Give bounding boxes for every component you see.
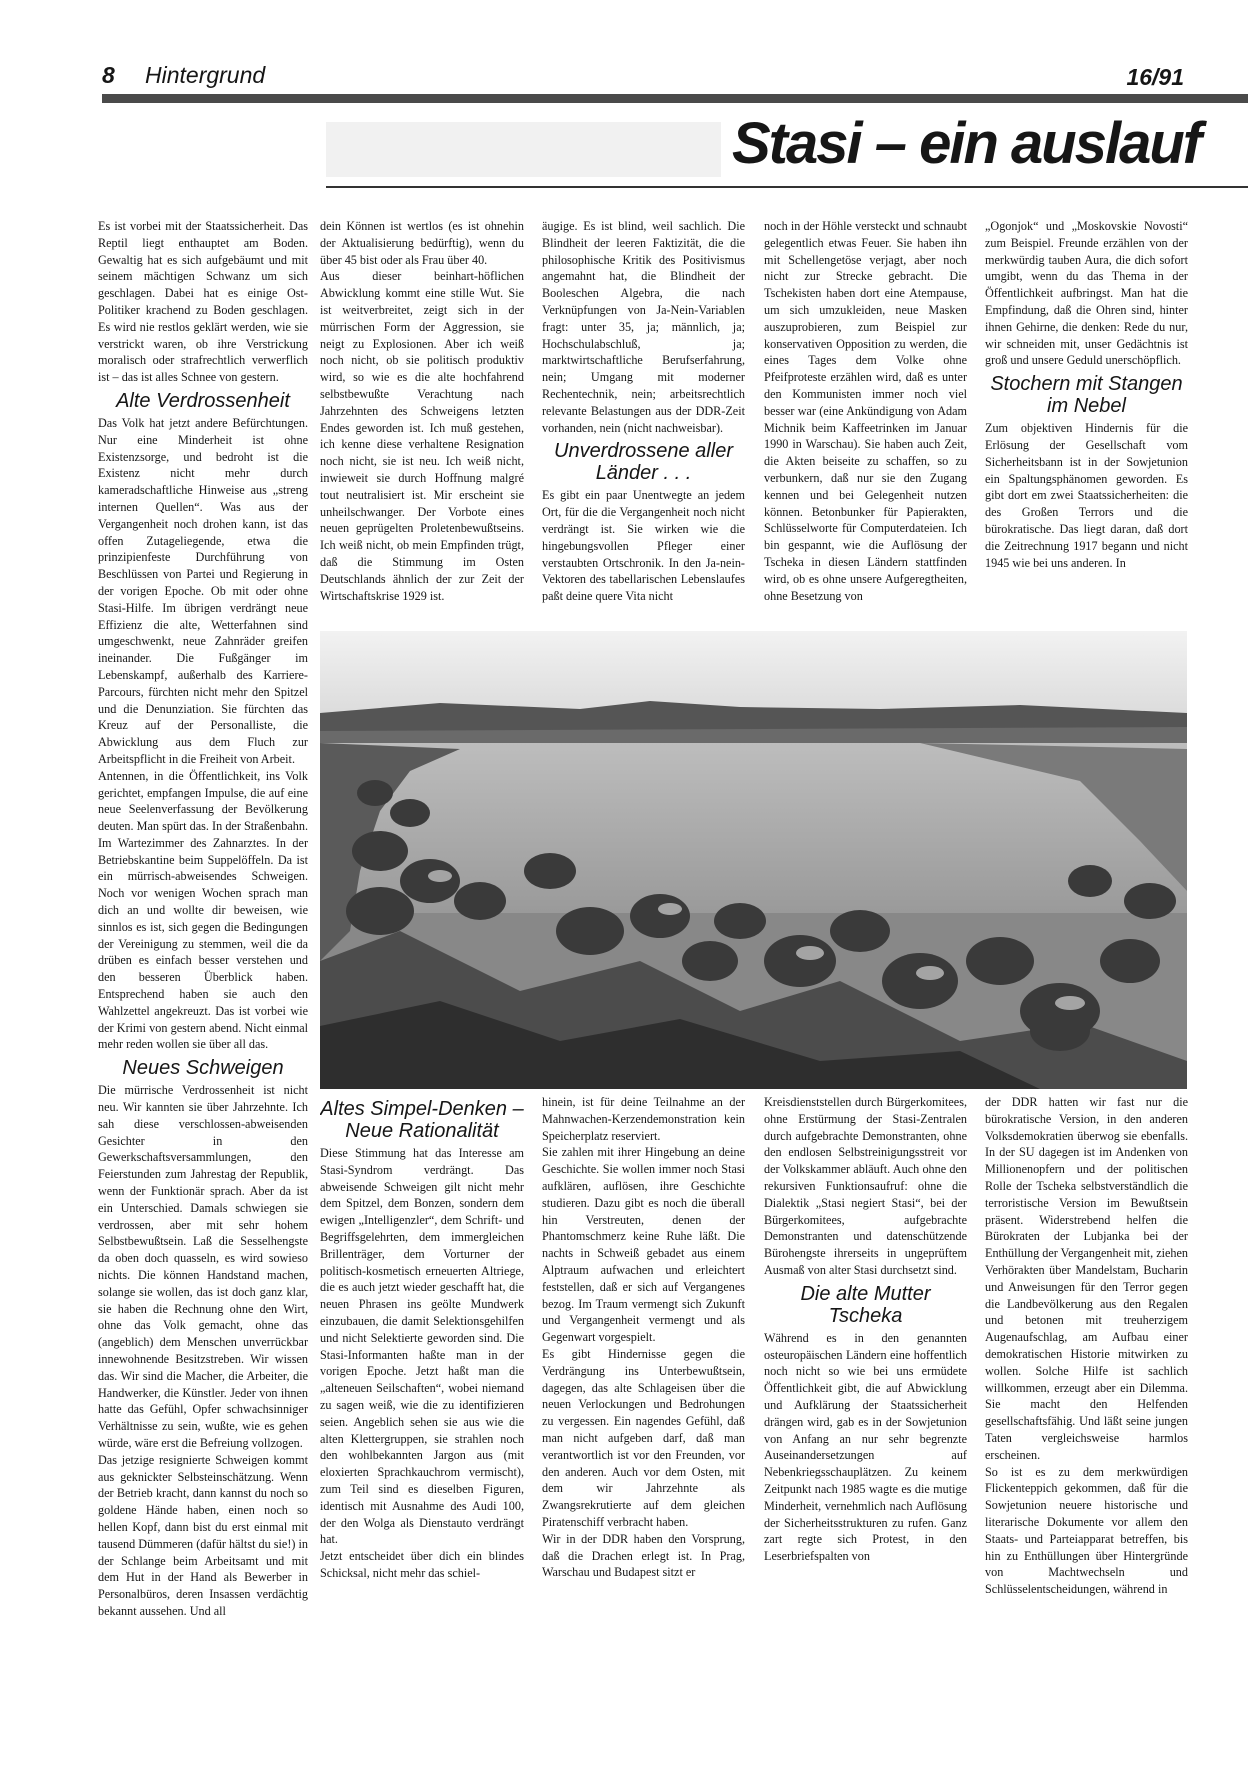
article-photo	[320, 631, 1187, 1089]
paragraph: noch in der Höhle versteckt und schnaubt gelegentlich etwas Feuer. Sie haben ihn mit Schellengetöse verjagt, aber noch nicht zur Strecke gebracht. Die Tschekisten haben dort eine Atempause, um sich umzukleiden, neue Masken auszuprobieren, zum Beispiel zur konservativen Opposition zu werden, die eines Tages dem Volke ohne Pfeifproteste erzählen wird, daß es unter den Kommunisten immer noch viel besser war (eine Ankündigung von Adam Michnik beim Kaffeetrinken im Januar 1990 in Warschau). Sie haben auch Zeit, die Akten beiseite zu schaffen, so zu verbunkern, daß nur sie den Zugang kennen und bei Gelegenheit nutzen können. Betonbunker für Papierakten, Schlüsselworte für Computerdateien. Ich bin gespannt, wie die Auflösung der Tscheka in diesen Ländern stattfinden wird, ob es ohne unsere Aufgeregtheiten, ohne Besetzung von	[764, 219, 967, 603]
paragraph: dein Können ist wertlos (es ist ohnehin der Aktualisierung bedürftig), wenn du über 45 bist oder als Frau über 40.	[320, 219, 524, 267]
paragraph: Das Volk hat jetzt andere Befürchtungen. Nur eine Minderheit ist ohne Existenzsorge, und bedroht ist die Existenz nicht mehr durch kameradschaftliche Hinweise aus „streng internen Quellen“. Was aus der Vergangenheit noch drohen kann, ist das offen Zutageliegende, etwa die prinzipienfeste Durchführung von Beschlüssen von Partei und Regierung in der vorigen Epoche. Ob mit oder ohne Stasi-Hilfe. Im übrigen verdrängt neue Effizienz die alte, Wetterfahnen sind umgeschwenkt, neue Zahnräder greifen ineinander. Die Fußgänger im Lebenskampf, außerhalb des Karriere-Parcours, fürchten nicht mehr den Spitzel und die Denunziation. Sie fürchten das Kreuz auf der Personalliste, die Abwicklung aus dem Fluch zur Arbeitspflicht in die Freiheit von Arbeit.	[98, 415, 308, 766]
paragraph: hinein, ist für deine Teilnahme an der Mahnwachen-Kerzendemonstration kein Speicherplatz reserviert.	[542, 1095, 745, 1143]
paragraph: Wir in der DDR haben den Vorsprung, daß die Drachen erlegt ist. In Prag, Warschau und Budapest sitzt er	[542, 1531, 745, 1580]
paragraph: äugige. Es ist blind, weil sachlich. Die Blindheit der leeren Faktizität, die die philosophische Kritik des Positivismus angemahnt hat, die Blindheit der Booleschen Algebra, die nach Verknüpfungen von Ja-Nein-Variablen fragt: unter 35, ja; männlich, ja; Hochschulabschluß, ja; marktwirtschaftliche Berufserfahrung, nein; Umgang mit moderner Rechentechnik, nein; arbeitsrechtlich relevante Belastungen aus der DDR-Zeit vorhanden, nein (nicht nachweisbar).	[542, 219, 745, 435]
header-issue: 16/91	[1126, 64, 1184, 90]
paragraph: Die mürrische Verdrossenheit ist nicht neu. Wir kannten sie über Jahrzehnte. Ich sah diese verschlossen-abweisenden Gesichter in den Gewerkschaftsversammlungen, den Feierstunden zum Jahrestag der Republik, wenn der Funktionär sprach. Aber da ist ein Unterschied. Damals schwiegen sie verdrossen, aber mit sehr hohem Selbstbewußtsein. Laß die Sesselhengste da oben doch quasseln, es wird sowieso nichts. Die können Handstand machen, solange sie wollen, das ist doch ganz klar, sie haben die Rechnung ohne den Wirt, ohne das Volk gemacht, ohne das (angeblich) dem Menschen unverrückbar innewohnende Besitzstreben. Wir wissen das. Wir sind die Macher, die Arbeiter, die Handwerker, die Künstler. Jeder von ihnen hatte das Gefühl, Opfer schwachsinniger Verhältnisse zu sein, wußte, wie es gehen würde, wäre erst die Befreiung vollzogen.	[98, 1083, 308, 1450]
paragraph: Es gibt Hindernisse gegen die Verdrängung ins Unterbewußtsein, dagegen, das alte Schlageisen über die neuen Verlockungen und Bedrohungen zu vergessen. Ein nagendes Gefühl, daß man nicht aufgeben darf, daß man verantwortlich ist vor den Freunden, vor den anderen. Auch vor dem Osten, mit dem wir Jahrzehnte als Zwangsrekrutierte auf dem gleichen Piratenschiff verbracht haben.	[542, 1346, 745, 1529]
column-7	[542, 1094, 745, 1684]
paragraph: Es gibt ein paar Unentwegte an jedem Ort, für die die Vergangenheit noch nicht verdrängt ist. Sie wirken wie die hingebungsvollen Pfleger einer verstaubten Ortschronik. In den Ja-nein-Vektoren des tabellarischen Lebenslaufes paßt deine quere Vita nicht	[542, 488, 745, 604]
subheading: Neues Schweigen	[122, 1057, 284, 1080]
column-2	[320, 218, 524, 608]
column-6	[320, 1094, 524, 1684]
column-5	[985, 218, 1188, 608]
paragraph: Antennen, in die Öffentlichkeit, ins Volk gerichtet, empfangen Impulse, die auf eine neue Seelenverfassung der Bevölkerung deuten. Man spürt das. In der Straßenbahn. Im Wartezimmer des Zahnarztes. In der Betriebskantine beim Suppelöffeln. Da ist ein mürrisch-abweisendes Schweigen. Noch vor wenigen Wochen sprach man dich an und wollte dir beweisen, wie sinnlos es ist, sich gegen die Bedingungen der Vereinigung zu stemmen, weil die da drüben es einfach besser verstehen und den besseren Überblick haben. Entsprechend haben sie auch den Wahlzettel angekreuzt. Das ist vorbei wie der Krimi von gestern abend. Nicht einmal mehr reden wollen sie über all das.	[98, 768, 308, 1052]
header-rule	[102, 94, 1248, 103]
paragraph: der DDR hatten wir fast nur die bürokratische Version, in den anderen Volksdemokratien überwog sie ebenfalls. In der SU dagegen ist im Andenken von Millionenopfern und der politischen Rolle der Tscheka selbstverständlich die terroristische Version im Bewußtsein präsent. Widerstrebend helfen die Bürokraten der Lubjanka bei der Enthüllung der Vergangenheit mit, ziehen Verhörakten über Mandelstam, Bucharin und Anweisungen für den Terror gegen die Landbevölkerung aus den Regalen und betonen mit treuherzigem Augenaufschlag, am Aufbau einer demokratischen Historie mitwirken zu wollen. Solche Hilfe ist sachlich willkommen, erzeugt aber ein Dilemma. Sie macht den Helfenden gesellschaftsfähig. Und läßt seine jungen Taten vergleichsweise harmlos erscheinen.	[985, 1095, 1188, 1462]
paragraph: Das jetzige resignierte Schweigen kommt aus geknickter Selbsteinschätzung. Wenn der Betrieb kracht, dann kannst du noch so goldene Hände haben, einen noch so hellen Kopf, dann bist du erst einmal mit tausend Dümmeren (dafür hältst du sie!) in der Schlange beim Arbeitsamt und mit dem Hut in der Hand als Bewerber in Personalbüros, deren Insassen verdächtig bekannt aussehen. Und all	[98, 1452, 308, 1618]
column-8	[764, 1094, 967, 1684]
header-page-number: 8	[102, 62, 115, 88]
subheading: Unverdrossene aller Länder . . .	[554, 440, 733, 485]
headline-rule	[326, 186, 1248, 188]
subheading: Alte Verdrossenheit	[116, 389, 290, 412]
subheading: Stochern mit Stangen im Nebel	[990, 373, 1183, 418]
paragraph: Es ist vorbei mit der Staatssicherheit. Das Reptil liegt enthauptet am Boden. Gewaltig hat es sich aufgebäumt und mit seinem mächtigen Schwanz um sich geschlagen. Dabei hat es einige Ost-Politiker krachend zu Boden geschlagen. Es wird nie restlos geklärt werden, wie sie verstrickt waren, ob ihre Verstrickung moralisch oder strafrechtlich verwerflich ist – das ist alles Schnee von gestern.	[98, 219, 308, 385]
paragraph: Kreisdienststellen durch Bürgerkomitees, ohne Erstürmung der Stasi-Zentralen durch aufgebrachte Demonstranten, ohne den endlosen Selbstreinigungsstreit vor der Volkskammer abläuft. Auch ohne den rekursiven Funktionsaufruf: ohne die Dialektik „Stasi negiert Stasi“, bei der Bürgerkomitees, aufgebrachte Demonstranten und datenschützende Bürohengste ihrerseits in ungeprüftem Ausmaß von alter Stasi durchsetzt sind.	[764, 1095, 967, 1277]
paragraph: So ist es zu dem merkwürdigen Flickenteppich gekommen, daß für die Sowjetunion neuere historische und literarische Dokumente vor allem den Staats- und Parteiapparat betreffen, bis hin zu Enthüllungen über Hintergründe von Machtwechseln und Schlüsselentscheidungen, während in	[985, 1464, 1188, 1597]
paragraph: Während es in den genannten osteuropäischen Ländern eine hoffentlich noch nicht so wie bei uns ermüdete Öffentlichkeit gibt, die auf Abwicklung und Aufklärung der Staatssicherheit drängen wird, gab es in der Sowjetunion von Anfang an nur sehr begrenzte Auseinandersetzungen auf Nebenkriegsschauplätzen. Zu keinem Zeitpunkt nach 1985 wagte es die mutige Minderheit, vernehmlich nach Auflösung der Sicherheitsstrukturen zu rufen. Ganz zart regte sich Protest, in den Leserbriefspalten von	[764, 1330, 967, 1564]
column-9	[985, 1094, 1188, 1684]
column-3	[542, 218, 745, 608]
article-headline: Stasi – ein auslauf	[732, 111, 1201, 176]
header-section-title: Hintergrund	[145, 62, 266, 88]
paragraph: Sie zahlen mit ihrer Hingebung an deine Geschichte. Sie wollen immer noch Stasi aufklären, auflösen, ihre Geschichte studieren. Dazu gibt es noch die überall hin Verstreuten, denen der Phantomschmerz keine Ruhe läßt. Die nachts in Schweiß gebadet aus einem Alptraum aufwachen und erleichtert feststellen, daß er sich auf Vergangenes bezog. Im Traum vermengt sich Zukunft und Vergangenheit vermengt und als Gegenwart vorgespielt.	[542, 1145, 745, 1345]
paragraph: Zum objektiven Hindernis für die Erlösung der Gesellschaft vom Sicherheitsbann ist in der Sowjetunion ein Spaltungsphänomen geworden. Es gibt dort em zwei Staatssicherheiten: die des Großen Terrors und die bürokratische. Das liegt daran, daß dort die Zeitrechnung 1917 begann und nicht 1945 wie bei uns anderen. In	[985, 421, 1188, 570]
subheading: Altes Simpel-Denken – Neue Rationalität	[320, 1098, 524, 1142]
subheading: Die alte Mutter Tscheka	[800, 1282, 931, 1327]
paragraph: Aus dieser beinhart-höflichen Abwicklung kommt eine stille Wut. Sie ist weitverbreitet, zeigt sich in der mürrischen Form der Aggression, sie neigt zu Explosionen. Aber ich weiß noch nicht, ob sie politisch produktiv wird, so wie es die alte hochfahrend selbstbewußte Verachtung nach Jahrzehnten des Schweigens letzten Endes geworden ist. Ich muß gestehen, ich kenne diese verhaltene Resignation noch nicht, sie ist neu. Ich weiß nicht, inwieweit sie durch Hoffnung malgré tout neutralisiert ist. Mir erscheint sie unheilschwanger. Der Vorbote eines neuen geprügelten Proletenbewußtseins. Ich weiß nicht, ob mein Empfinden trügt, daß die Stimmung im Osten Deutschlands ähnlich der zur Zeit der Wirtschaftskrise 1929 ist.	[320, 269, 524, 603]
paragraph: „Ogonjok“ und „Moskovskie Novosti“ zum Beispiel. Freunde erzählen von der merkwürdig tauben Aura, die dich sofort umgibt, wenn du das Thema in der Öffentlichkeit aufbringst. Man hat die Empfindung, daß die Ohren sind, hinter ihnen Gehirne, die denken: Rede du nur, wir schneiden mit, unser Gedächtnis ist groß und unsere Geduld unerschöpflich.	[985, 219, 1188, 368]
paragraph: Jetzt entscheidet über dich ein blindes Schicksal, nicht mehr das schiel-	[320, 1549, 524, 1580]
column-4	[764, 218, 967, 608]
paragraph: Diese Stimmung hat das Interesse am Stasi-Syndrom verdrängt. Das abweisende Schweigen gilt nicht mehr dem Spitzel, dem Bonzen, sondern dem ewigen „Intelligenzler“, dem Schrift- und Begriffsgelehrten, dem immergleichen Brillenträger, dem Vorturner der politisch-kosmetisch erneuerten Altriege, die es auch jetzt wieder geschafft hat, die neuen Phrasen ins geölte Mundwerk einzubauen, die damit Selektionsgehilfen und nicht Selektierte geworden sind. Die Stasi-Informanten haßte man in der vorigen Epoche. Jetzt haßt man die „alteneuen Seilschaften“, wobei niemand zu sagen weiß, wie die zu identifizieren seien. Angeblich sehen sie aus wie die alten Klettergruppen, sie strahlen noch den wohlbekannten Jargon aus (mit eloxierten Sprachkauchrom vermischt), zum Teil sind es dieselben Figuren, identisch mit Ausnahme des Audi 100, der den Wolga als Dienstauto verdrängt hat.	[320, 1146, 524, 1547]
column-1	[98, 218, 308, 1683]
faded-bleedthrough	[326, 122, 721, 177]
